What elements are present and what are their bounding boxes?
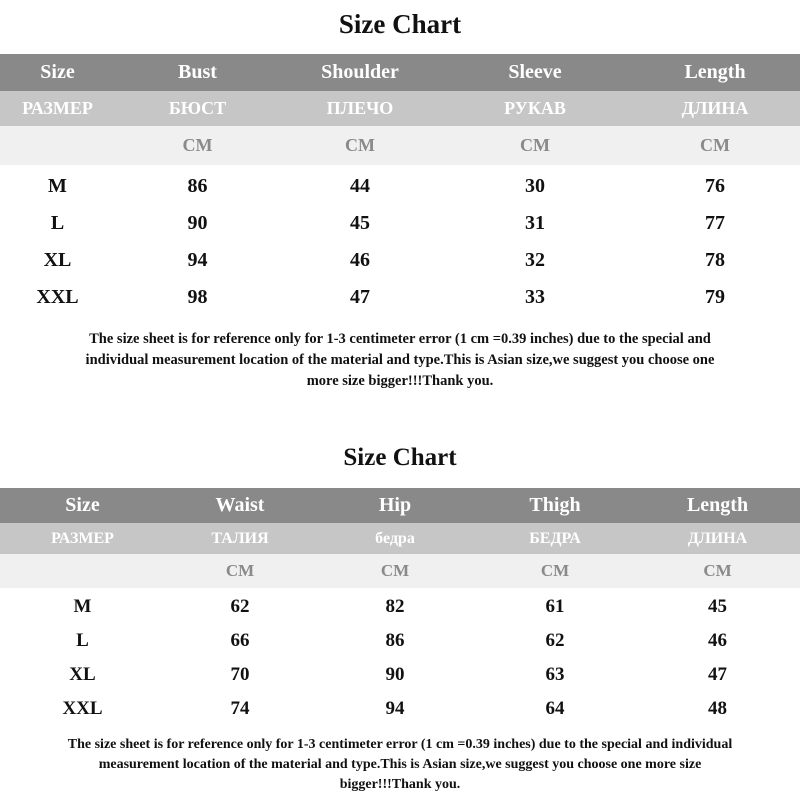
cell-sleeve: 32 bbox=[525, 249, 545, 271]
cell-hip: 82 bbox=[385, 596, 405, 617]
table-row bbox=[0, 168, 800, 205]
cell-hip: 86 bbox=[385, 630, 405, 651]
russian-shoulder: ПЛЕЧО bbox=[326, 98, 394, 118]
cell-thigh: 64 bbox=[545, 698, 565, 719]
cell-hip: 90 bbox=[385, 664, 405, 685]
size-table-1 bbox=[0, 54, 800, 316]
note-line: measurement location of the material and type.This is Asian size,we suggest you choose one more size bbox=[98, 757, 702, 772]
cell-bust: 94 bbox=[187, 249, 208, 271]
unit-length: CM bbox=[700, 135, 730, 155]
unit-row bbox=[0, 126, 800, 165]
cell-shoulder: 47 bbox=[350, 286, 370, 308]
cell-length: 77 bbox=[705, 212, 725, 234]
cell-size: XL bbox=[43, 249, 72, 271]
table-row bbox=[0, 692, 800, 726]
unit-sleeve: CM bbox=[520, 135, 550, 155]
russian-length: ДЛИНА bbox=[687, 529, 748, 547]
unit-length: CM bbox=[703, 561, 732, 580]
header-waist: Waist bbox=[215, 494, 265, 516]
cell-sleeve: 30 bbox=[525, 175, 545, 197]
cell-shoulder: 46 bbox=[350, 249, 370, 271]
note-line: individual measurement location of the material and type.This is Asian size,we suggest you choose one bbox=[85, 352, 715, 368]
cell-thigh: 61 bbox=[545, 596, 565, 617]
unit-row bbox=[0, 554, 800, 588]
russian-size: РАЗМЕР bbox=[51, 529, 114, 547]
cell-length: 47 bbox=[708, 664, 727, 685]
cell-size: M bbox=[48, 175, 67, 197]
cell-shoulder: 44 bbox=[350, 175, 370, 197]
russian-header-row bbox=[0, 91, 800, 126]
russian-length: ДЛИНА bbox=[681, 98, 749, 118]
size-note-2 bbox=[0, 735, 800, 795]
size-chart-title-1: Size Chart bbox=[338, 9, 462, 39]
cell-waist: 70 bbox=[230, 664, 250, 685]
cell-size: XXL bbox=[62, 698, 103, 719]
russian-header-row bbox=[0, 523, 800, 554]
cell-size: XL bbox=[69, 664, 96, 685]
unit-bust: CM bbox=[182, 135, 213, 155]
header-length: Length bbox=[684, 61, 746, 83]
table-row bbox=[0, 279, 800, 316]
header-bust: Bust bbox=[178, 61, 217, 83]
size-chart-title-2: Size Chart bbox=[343, 444, 457, 471]
russian-bust: БЮСТ bbox=[168, 98, 227, 118]
header-length: Length bbox=[686, 494, 749, 516]
note-line: The size sheet is for reference only for 1-3 centimeter error (1 cm =0.39 inches) due to the special and bbox=[89, 331, 711, 347]
cell-size: L bbox=[50, 212, 65, 234]
table-row bbox=[0, 242, 800, 279]
cell-bust: 98 bbox=[187, 286, 208, 308]
cell-thigh: 63 bbox=[545, 664, 565, 685]
note-line: more size bigger!!!Thank you. bbox=[306, 373, 494, 389]
size-note-1 bbox=[0, 329, 800, 392]
cell-length: 48 bbox=[708, 698, 727, 719]
header-thigh: Thigh bbox=[529, 494, 581, 516]
cell-length: 79 bbox=[705, 286, 725, 308]
cell-bust: 90 bbox=[187, 212, 208, 234]
cell-size: M bbox=[73, 596, 92, 617]
russian-size: РАЗМЕР bbox=[22, 98, 93, 118]
cell-bust: 86 bbox=[187, 175, 208, 197]
unit-hip: CM bbox=[380, 561, 410, 580]
header-size: Size bbox=[65, 494, 100, 516]
cell-length: 76 bbox=[705, 175, 725, 197]
cell-waist: 74 bbox=[230, 698, 250, 719]
size-table-2 bbox=[0, 488, 800, 726]
cell-size: XXL bbox=[36, 286, 79, 308]
cell-length: 45 bbox=[708, 596, 727, 617]
note-line: bigger!!!Thank you. bbox=[339, 777, 461, 792]
header-hip: Hip bbox=[378, 494, 412, 516]
russian-sleeve: РУКАВ bbox=[504, 98, 566, 118]
header-sleeve: Sleeve bbox=[508, 61, 562, 83]
cell-waist: 66 bbox=[230, 630, 250, 651]
table-row bbox=[0, 590, 800, 624]
table-header-row bbox=[0, 488, 800, 523]
russian-hip: бедра bbox=[375, 529, 415, 547]
cell-sleeve: 33 bbox=[525, 286, 545, 308]
header-shoulder: Shoulder bbox=[321, 61, 399, 83]
cell-shoulder: 45 bbox=[350, 212, 370, 234]
cell-length: 78 bbox=[705, 249, 725, 271]
cell-size: L bbox=[76, 630, 89, 651]
table-row bbox=[0, 658, 800, 692]
table-row bbox=[0, 205, 800, 242]
table-header-row bbox=[0, 54, 800, 91]
cell-length: 46 bbox=[708, 630, 727, 651]
russian-thigh: БЕДРА bbox=[529, 529, 581, 547]
cell-thigh: 62 bbox=[545, 630, 565, 651]
unit-thigh: CM bbox=[540, 561, 570, 580]
header-size: Size bbox=[40, 61, 75, 83]
russian-waist: ТАЛИЯ bbox=[211, 529, 269, 547]
table-row bbox=[0, 624, 800, 658]
unit-shoulder: CM bbox=[345, 135, 375, 155]
cell-hip: 94 bbox=[385, 698, 405, 719]
cell-sleeve: 31 bbox=[525, 212, 545, 234]
note-line: The size sheet is for reference only for 1-3 centimeter error (1 cm =0.39 inches) due to the special and individual bbox=[67, 737, 733, 752]
cell-waist: 62 bbox=[230, 596, 250, 617]
unit-waist: CM bbox=[225, 561, 255, 580]
